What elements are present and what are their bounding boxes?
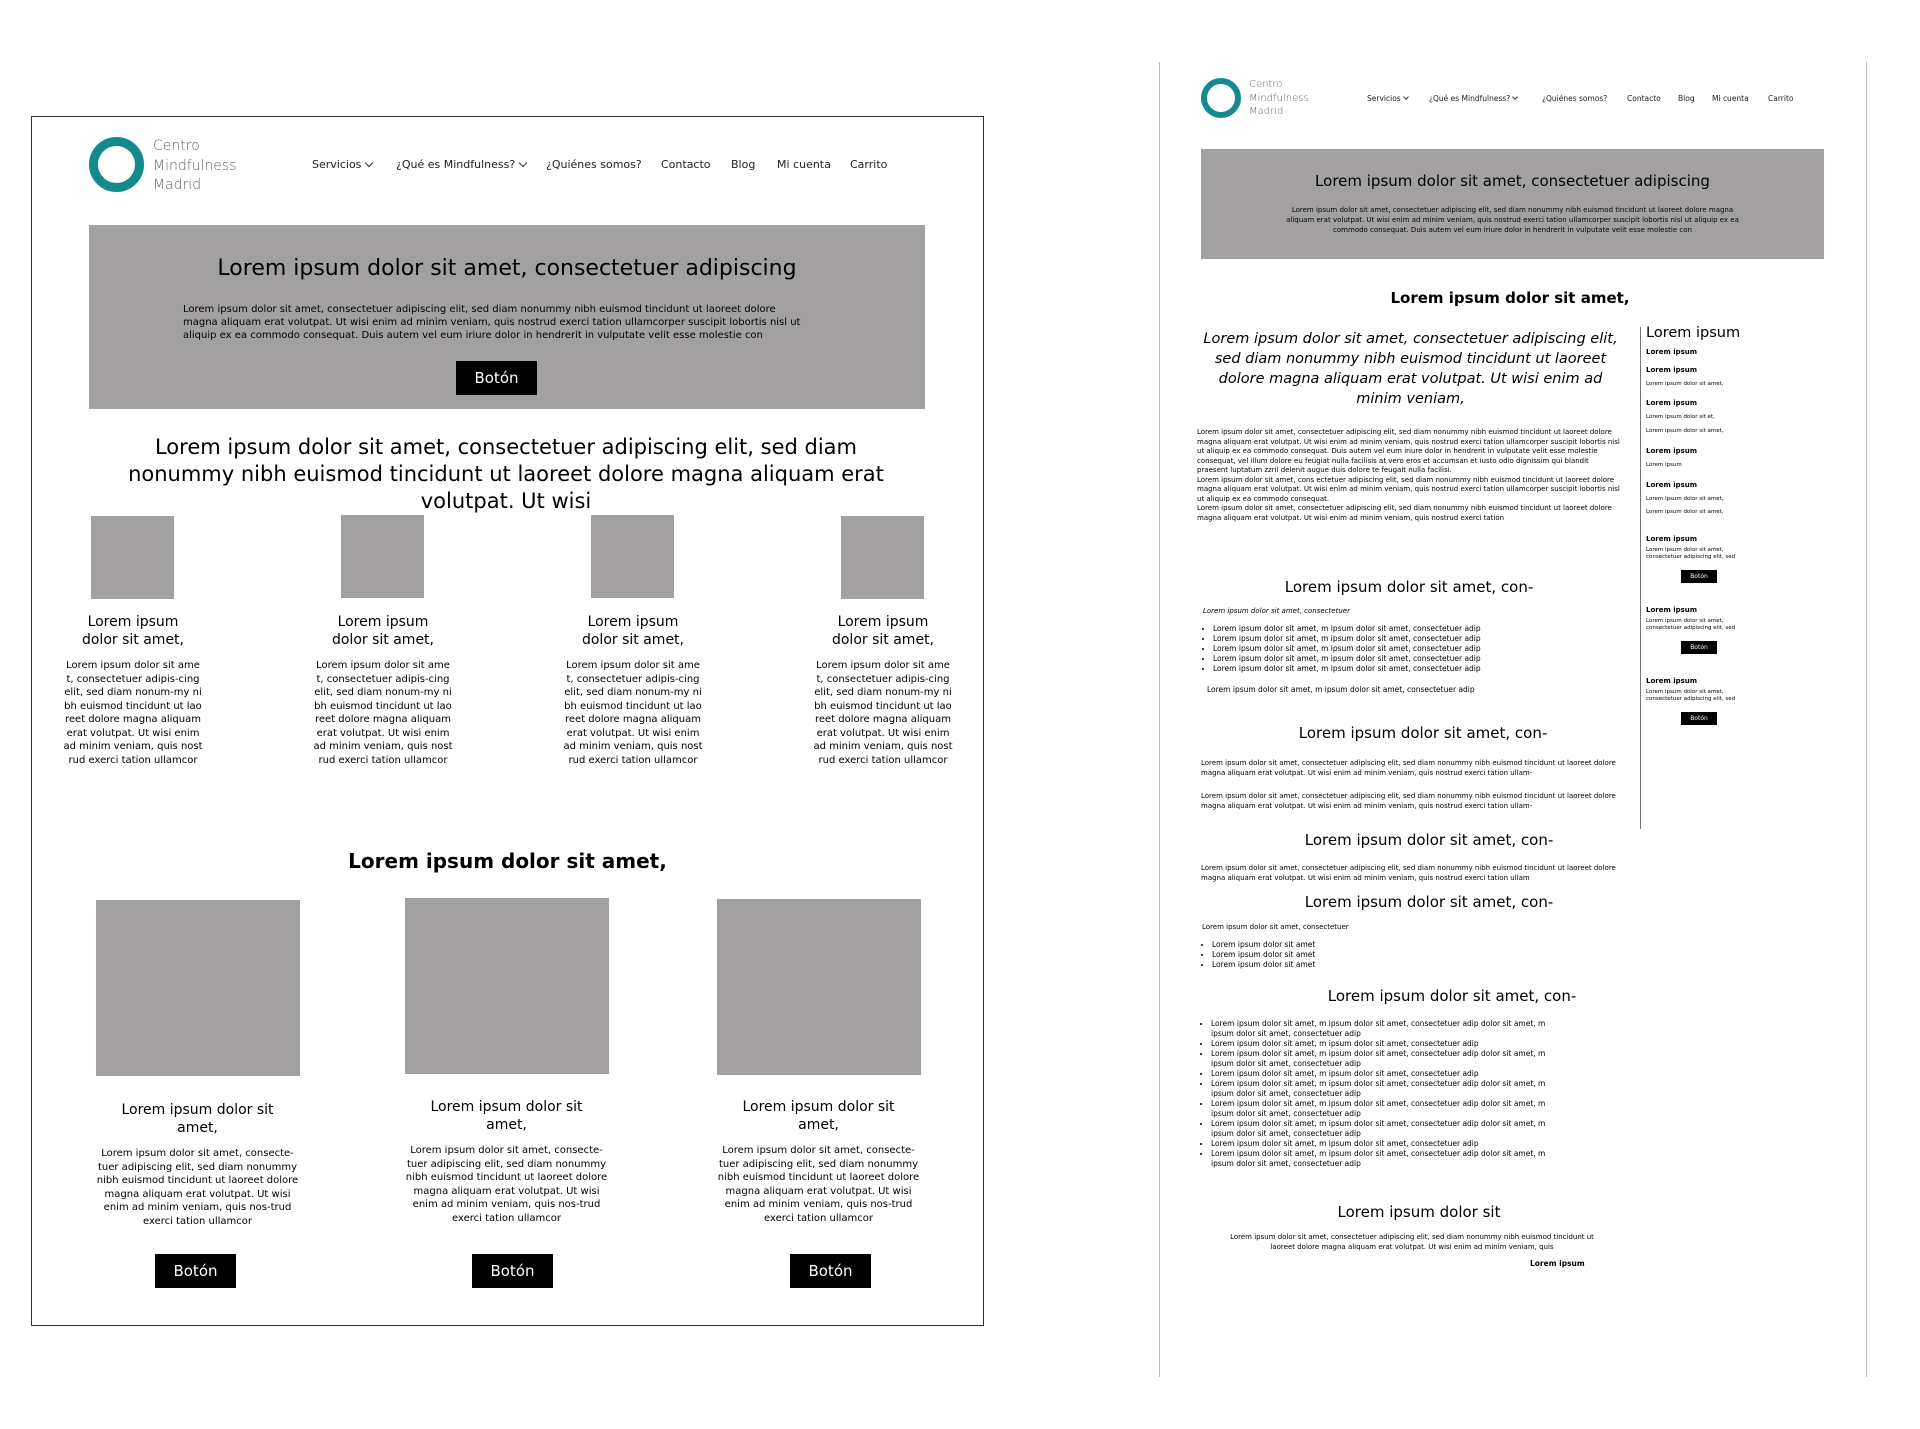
sidebar-button[interactable]: [1681, 712, 1717, 725]
nav-item-quienes-somos[interactable]: ¿Quiénes somos?: [1542, 94, 1608, 103]
feature-title: Lorem ipsum dolor sit amet,: [581, 614, 684, 648]
sidebar-item-line: Lorem ipsum dolor sit amet,: [1646, 496, 1724, 502]
chevron-down-icon: [1403, 94, 1409, 100]
list-item: • Lorem ipsum dolor sit amet, m ipsum dolor sit amet, consectetuer adip: [1211, 1039, 1561, 1049]
paragraph: Lorem ipsum dolor sit amet, consectetuer adipiscing elit, sed diam nonummy nibh euismod tincidunt ut laoreet dolore magna aliquam erat volutpat. Ut wisi enim ad minim veniam, quis nostrud exerci tation ullam-: [1201, 792, 1616, 810]
button-label: Botón: [1690, 573, 1708, 580]
card-title: Lorem ipsum dolor sit amet,: [430, 1099, 583, 1133]
sidebar-item-label: Lorem ipsum: [1646, 447, 1698, 455]
logo-ring-icon: [89, 137, 144, 192]
list-item: • Lorem ipsum dolor sit amet, m ipsum dolor sit amet, consectetuer adip: [1213, 634, 1623, 644]
card-button[interactable]: [155, 1254, 236, 1288]
sidebar-item[interactable]: [1646, 399, 1752, 447]
logo-line-2: Mindfulness: [1249, 92, 1309, 104]
feature-image: [841, 516, 924, 599]
sidebar-item[interactable]: [1646, 535, 1752, 606]
card-title: Lorem ipsum dolor sit amet,: [742, 1099, 895, 1133]
card-button[interactable]: [790, 1254, 871, 1288]
list-item: • Lorem ipsum dolor sit amet, m ipsum dolor sit amet, consectetuer adip dolor sit amet, m ipsum dolor sit amet, consectetuer adip: [1211, 1019, 1561, 1039]
small-italic-text: Lorem ipsum dolor sit amet, consectetuer: [1203, 607, 1350, 615]
blog-frame-left-line: [1159, 62, 1160, 1377]
feature-title: Lorem ipsum dolor sit amet,: [81, 614, 184, 648]
sidebar-item-line: Lorem ipsum dolor sit amet, consectetuer adipiscing elit, sed: [1646, 547, 1736, 560]
nav-item-carrito[interactable]: Carrito: [1768, 94, 1794, 103]
nav-label: ¿Qué es Mindfulness?: [396, 158, 516, 171]
button-label: Botón: [808, 1262, 853, 1280]
feature-body: Lorem ipsum dolor sit amet, consectetuer adipis-cing elit, sed diam nonum-my nibh euismod tincidunt ut laoreet dolore magna aliquam erat volutpat. Ut wisi enim ad minim veniam, quis nostrud exerci tation ullamcor: [63, 660, 203, 766]
list-item: • Lorem ipsum dolor sit amet, m ipsum dolor sit amet, consectetuer adip: [1213, 664, 1623, 674]
section-heading: Lorem ipsum dolor sit amet, con-: [1298, 724, 1548, 742]
card-title: Lorem ipsum dolor sit amet,: [121, 1102, 274, 1136]
nav-item-carrito[interactable]: Carrito: [850, 158, 888, 171]
logo-line-1: Centro: [1249, 79, 1283, 90]
sidebar-item-label: Lorem ipsum: [1646, 399, 1698, 407]
paragraph: Lorem ipsum dolor sit amet, consectetuer adipiscing elit, sed diam nonummy nibh euismod tincidunt ut laoreet dolore magna aliquam erat volutpat. Ut wisi enim ad minim veniam, quis nostrud exerci tation ullam-: [1201, 759, 1616, 777]
blog-hero-title: Lorem ipsum dolor sit amet, consectetuer adipiscing: [1315, 172, 1710, 190]
small-text: Lorem ipsum dolor sit amet, consectetuer: [1202, 923, 1349, 931]
intro-text: Lorem ipsum dolor sit amet, consectetuer adipiscing elit, sed diam nonummy nibh euismod tincidunt ut laoreet dolore magna aliquam erat volutpat. Ut wisi: [128, 435, 884, 513]
nav-item-servicios[interactable]: [312, 158, 372, 171]
card-body: Lorem ipsum dolor sit amet, consecte-tuer adipiscing elit, sed diam nonummy nibh euismod tincidunt ut laoreet dolore magna aliquam erat volutpat. Ut wisi enim ad minim veniam, quis nos-trud exerci tation ullamcor: [405, 1145, 608, 1224]
sidebar-item-line: Lorem ipsum dolor sit amet, consectetuer adipiscing elit, sed: [1646, 618, 1736, 631]
logo-line-3: Madrid: [153, 177, 202, 193]
list-item: • Lorem ipsum dolor sit amet: [1212, 950, 1502, 960]
sidebar: [1646, 348, 1752, 737]
button-label: Botón: [474, 369, 519, 387]
nav-item-mi-cuenta[interactable]: Mi cuenta: [777, 158, 831, 171]
card-button[interactable]: [472, 1254, 553, 1288]
post-paragraph: Lorem ipsum dolor sit amet, cons ectetuer adipiscing elit, sed diam nonummy nibh euismod tincidunt ut laoreet dolore magna aliquam erat volutpat. Ut wisi enim ad minim veniam, quis nostrud exerci tation ullamcorper suscipit lobortis nisl ut aliquip ex ea commodo consequat.: [1197, 475, 1620, 503]
section-heading: Lorem ipsum dolor sit amet, con-: [1327, 987, 1577, 1005]
chevron-down-icon: [365, 159, 373, 167]
hero-button[interactable]: [456, 361, 537, 395]
list-item: • Lorem ipsum dolor sit amet, m ipsum dolor sit amet, consectetuer adip: [1213, 654, 1623, 664]
hero-title: Lorem ipsum dolor sit amet, consectetuer adipiscing: [217, 256, 797, 281]
paragraph: Lorem ipsum dolor sit amet, consectetuer adipiscing elit, sed diam nonummy nibh euismod tincidunt ut laoreet dolore magna aliquam erat volutpat. Ut wisi enim ad minim veniam, quis nostrud exerci tation ullam: [1201, 864, 1616, 882]
nav-item-que-es-mindfulness[interactable]: [1429, 94, 1517, 103]
hero-body: Lorem ipsum dolor sit amet, consectetuer adipiscing elit, sed diam nonummy nibh euismod tincidunt ut laoreet dolore magna aliquam erat volutpat. Ut wisi enim ad minim veniam, quis nostrud exerci tation ullamcorper suscipit lobortis nisl ut aliquip ex ea commodo consequat. Duis autem vel eum iriure dolor in hendrerit in vulputate velit esse molestie con: [183, 304, 801, 341]
feature-title: Lorem ipsum dolor sit amet,: [331, 614, 434, 648]
list-item: • Lorem ipsum dolor sit amet, m ipsum dolor sit amet, consectetuer adip dolor sit amet, m ipsum dolor sit amet, consectetuer adip: [1211, 1099, 1561, 1119]
nav-item-contacto[interactable]: Contacto: [661, 158, 711, 171]
sidebar-button[interactable]: [1681, 641, 1717, 654]
section-heading: Lorem ipsum dolor sit amet, con-: [1284, 578, 1534, 596]
sidebar-item-label: Lorem ipsum: [1646, 677, 1698, 685]
paragraph: Lorem ipsum dolor sit amet, consectetuer adipiscing elit, sed diam nonummy nibh euismod tincidunt ut laoreet dolore magna aliquam erat volutpat. Ut wisi enim ad minim veniam, quis: [1230, 1233, 1594, 1251]
button-label: Botón: [1690, 644, 1708, 651]
sidebar-item-line: Lorem ipsum dolor sit amet,: [1646, 428, 1724, 434]
sidebar-item[interactable]: [1646, 366, 1752, 399]
bullet-list: [1201, 1019, 1561, 1169]
post-paragraph: Lorem ipsum dolor sit amet, consectetuer adipiscing elit, sed diam nonummy nibh euismod tincidunt ut laoreet dolore magna aliquam erat volutpat. Ut wisi enim ad minim veniam, quis nostrud exerci tation: [1197, 504, 1612, 522]
section-heading: Lorem ipsum dolor sit amet,: [348, 849, 667, 873]
sidebar-item-label: Lorem ipsum: [1646, 535, 1698, 543]
list-item: • Lorem ipsum dolor sit amet, m ipsum dolor sit amet, consectetuer adip dolor sit amet, m ipsum dolor sit amet, consectetuer adip: [1211, 1149, 1561, 1169]
sidebar-item[interactable]: [1646, 606, 1752, 677]
list-item: • Lorem ipsum dolor sit amet, m ipsum dolor sit amet, consectetuer adip dolor sit amet, m ipsum dolor sit amet, consectetuer adip: [1211, 1079, 1561, 1099]
nav-label: ¿Qué es Mindfulness?: [1429, 94, 1511, 103]
section-heading: Lorem ipsum dolor sit amet, con-: [1304, 831, 1554, 849]
logo-line-3: Madrid: [1249, 106, 1284, 117]
sidebar-item-label: Lorem ipsum: [1646, 606, 1698, 614]
feature-body: Lorem ipsum dolor sit amet, consectetuer adipis-cing elit, sed diam nonum-my nibh euismod tincidunt ut laoreet dolore magna aliquam erat volutpat. Ut wisi enim ad minim veniam, quis nostrud exerci tation ullamcor: [313, 660, 453, 766]
sidebar-item-line: Lorem ipsum dolor sit amet,: [1646, 381, 1724, 387]
nav-item-contacto[interactable]: Contacto: [1627, 94, 1661, 103]
bullet-list: [1202, 940, 1502, 970]
button-label: Botón: [490, 1262, 535, 1280]
post-quote: Lorem ipsum dolor sit amet, consectetuer adipiscing elit, sed diam nonummy nibh euismod tincidunt ut laoreet dolore magna aliquam erat volutpat. Ut wisi enim ad minim veniam,: [1203, 331, 1618, 407]
feature-image: [91, 516, 174, 599]
bullet-list: [1203, 624, 1623, 674]
nav-item-servicios[interactable]: [1367, 94, 1408, 103]
card-body: Lorem ipsum dolor sit amet, consecte-tuer adipiscing elit, sed diam nonummy nibh euismod tincidunt ut laoreet dolore magna aliquam erat volutpat. Ut wisi enim ad minim veniam, quis nos-trud exerci tation ullamcor: [717, 1145, 920, 1224]
logo-ring-icon: [1201, 78, 1241, 118]
logo-line-1: Centro: [153, 138, 200, 154]
card-image: [96, 900, 300, 1076]
section-heading: Lorem ipsum dolor sit amet, con-: [1304, 893, 1554, 911]
sidebar-item[interactable]: [1646, 348, 1752, 366]
sidebar-item-label: Lorem ipsum: [1646, 481, 1698, 489]
sidebar-button[interactable]: [1681, 570, 1717, 583]
feature-body: Lorem ipsum dolor sit amet, consectetuer adipis-cing elit, sed diam nonum-my nibh euismod tincidunt ut laoreet dolore magna aliquam erat volutpat. Ut wisi enim ad minim veniam, quis nostrud exerci tation ullamcor: [813, 660, 953, 766]
sidebar-item-line: Lorem ipsum dolor sit et,: [1646, 414, 1715, 420]
list-item: • Lorem ipsum dolor sit amet, m ipsum dolor sit amet, consectetuer adip: [1213, 624, 1623, 634]
sidebar-divider: [1640, 327, 1641, 829]
sidebar-item-label: Lorem ipsum: [1646, 348, 1698, 356]
section-heading: Lorem ipsum dolor sit: [1337, 1203, 1501, 1221]
card-image: [405, 898, 609, 1074]
blog-frame-right-line: [1866, 62, 1867, 1377]
list-item: • Lorem ipsum dolor sit amet, m ipsum dolor sit amet, consectetuer adip dolor sit amet, m ipsum dolor sit amet, consectetuer adip: [1211, 1049, 1561, 1069]
card-image: [717, 899, 921, 1075]
sidebar-item-label: Lorem ipsum: [1646, 366, 1698, 374]
sidebar-item[interactable]: [1646, 677, 1752, 737]
feature-image: [591, 515, 674, 598]
chevron-down-icon: [519, 159, 527, 167]
nav-label: Servicios: [1367, 94, 1401, 103]
list-item: • Lorem ipsum dolor sit amet: [1212, 960, 1502, 970]
logo-line-2: Mindfulness: [153, 157, 237, 174]
post-paragraphs: [1197, 428, 1621, 535]
button-label: Botón: [173, 1262, 218, 1280]
sidebar-item-line: Lorem ipsum dolor sit amet, consectetuer adipiscing elit, sed: [1646, 689, 1736, 702]
list-item: • Lorem ipsum dolor sit amet, m ipsum dolor sit amet, consectetuer adip: [1211, 1069, 1561, 1079]
list-item: • Lorem ipsum dolor sit amet, m ipsum dolor sit amet, consectetuer adip: [1211, 1139, 1561, 1149]
blog-hero-banner: [1201, 149, 1824, 259]
feature-image: [341, 515, 424, 598]
sidebar-item-line: Lorem ipsum: [1646, 462, 1682, 468]
list-item: • Lorem ipsum dolor sit amet, m ipsum dolor sit amet, consectetuer adip: [1213, 644, 1623, 654]
feature-title: Lorem ipsum dolor sit amet,: [831, 614, 934, 648]
nav-item-blog[interactable]: Blog: [1678, 94, 1695, 103]
post-paragraph: Lorem ipsum dolor sit amet, consectetuer adipiscing elit, sed diam nonummy nibh euismod tincidunt ut laoreet dolore magna aliquam erat volutpat. Ut wisi enim ad minim veniam, quis nostrud exerci tation ullamcorper suscipit lobortis nisl ut aliquip ex ea commodo consequat. Duis autem vel eum iriure dolor in hendrerit in vulputate velit esse molestie consequat, vel illum dolore eu feugiat nulla facilisis at vero eros et accumsan et iusto odio dignissim qui blandit praesent luptatum zzril delenit augue duis dolore te feugait nulla facilisi.: [1197, 428, 1620, 474]
button-label: Botón: [1690, 715, 1708, 722]
nav-item-mi-cuenta[interactable]: Mi cuenta: [1712, 94, 1749, 103]
nav-label: Servicios: [312, 158, 362, 171]
sidebar-item[interactable]: [1646, 447, 1752, 481]
card-body: Lorem ipsum dolor sit amet, consecte-tuer adipiscing elit, sed diam nonummy nibh euismod tincidunt ut laoreet dolore magna aliquam erat volutpat. Ut wisi enim ad minim veniam, quis nos-trud exerci tation ullamcor: [96, 1148, 299, 1227]
sidebar-item[interactable]: [1646, 481, 1752, 535]
list-item: • Lorem ipsum dolor sit amet, m ipsum dolor sit amet, consectetuer adip dolor sit amet, m ipsum dolor sit amet, consectetuer adip: [1211, 1119, 1561, 1139]
chevron-down-icon: [1512, 94, 1518, 100]
nav-item-quienes-somos[interactable]: ¿Quiénes somos?: [546, 158, 642, 171]
post-title: Lorem ipsum dolor sit amet,: [1390, 289, 1630, 307]
nav-item-que-es-mindfulness[interactable]: [396, 158, 526, 171]
after-bullets-text: Lorem ipsum dolor sit amet, m ipsum dolor sit amet, consectetuer adip: [1207, 685, 1475, 694]
sidebar-item-line: Lorem ipsum dolor sit amet,: [1646, 509, 1724, 515]
nav-item-blog[interactable]: Blog: [731, 158, 756, 171]
signature: Lorem ipsum: [1530, 1259, 1585, 1268]
list-item: • Lorem ipsum dolor sit amet: [1212, 940, 1502, 950]
blog-hero-body: Lorem ipsum dolor sit amet, consectetuer adipiscing elit, sed diam nonummy nibh euismod tincidunt ut laoreet dolore magna aliquam erat volutpat. Ut wisi enim ad minim veniam, quis nostrud exerci tation ullamcorper suscipit lobortis nisl ut aliquip ex ea commodo consequat. Duis autem vel eum iriure dolor in hendrerit in vulputate velit esse molestie con: [1286, 206, 1739, 234]
feature-body: Lorem ipsum dolor sit amet, consectetuer adipis-cing elit, sed diam nonum-my nibh euismod tincidunt ut laoreet dolore magna aliquam erat volutpat. Ut wisi enim ad minim veniam, quis nostrud exerci tation ullamcor: [563, 660, 703, 766]
sidebar-title: Lorem ipsum: [1646, 325, 1741, 341]
